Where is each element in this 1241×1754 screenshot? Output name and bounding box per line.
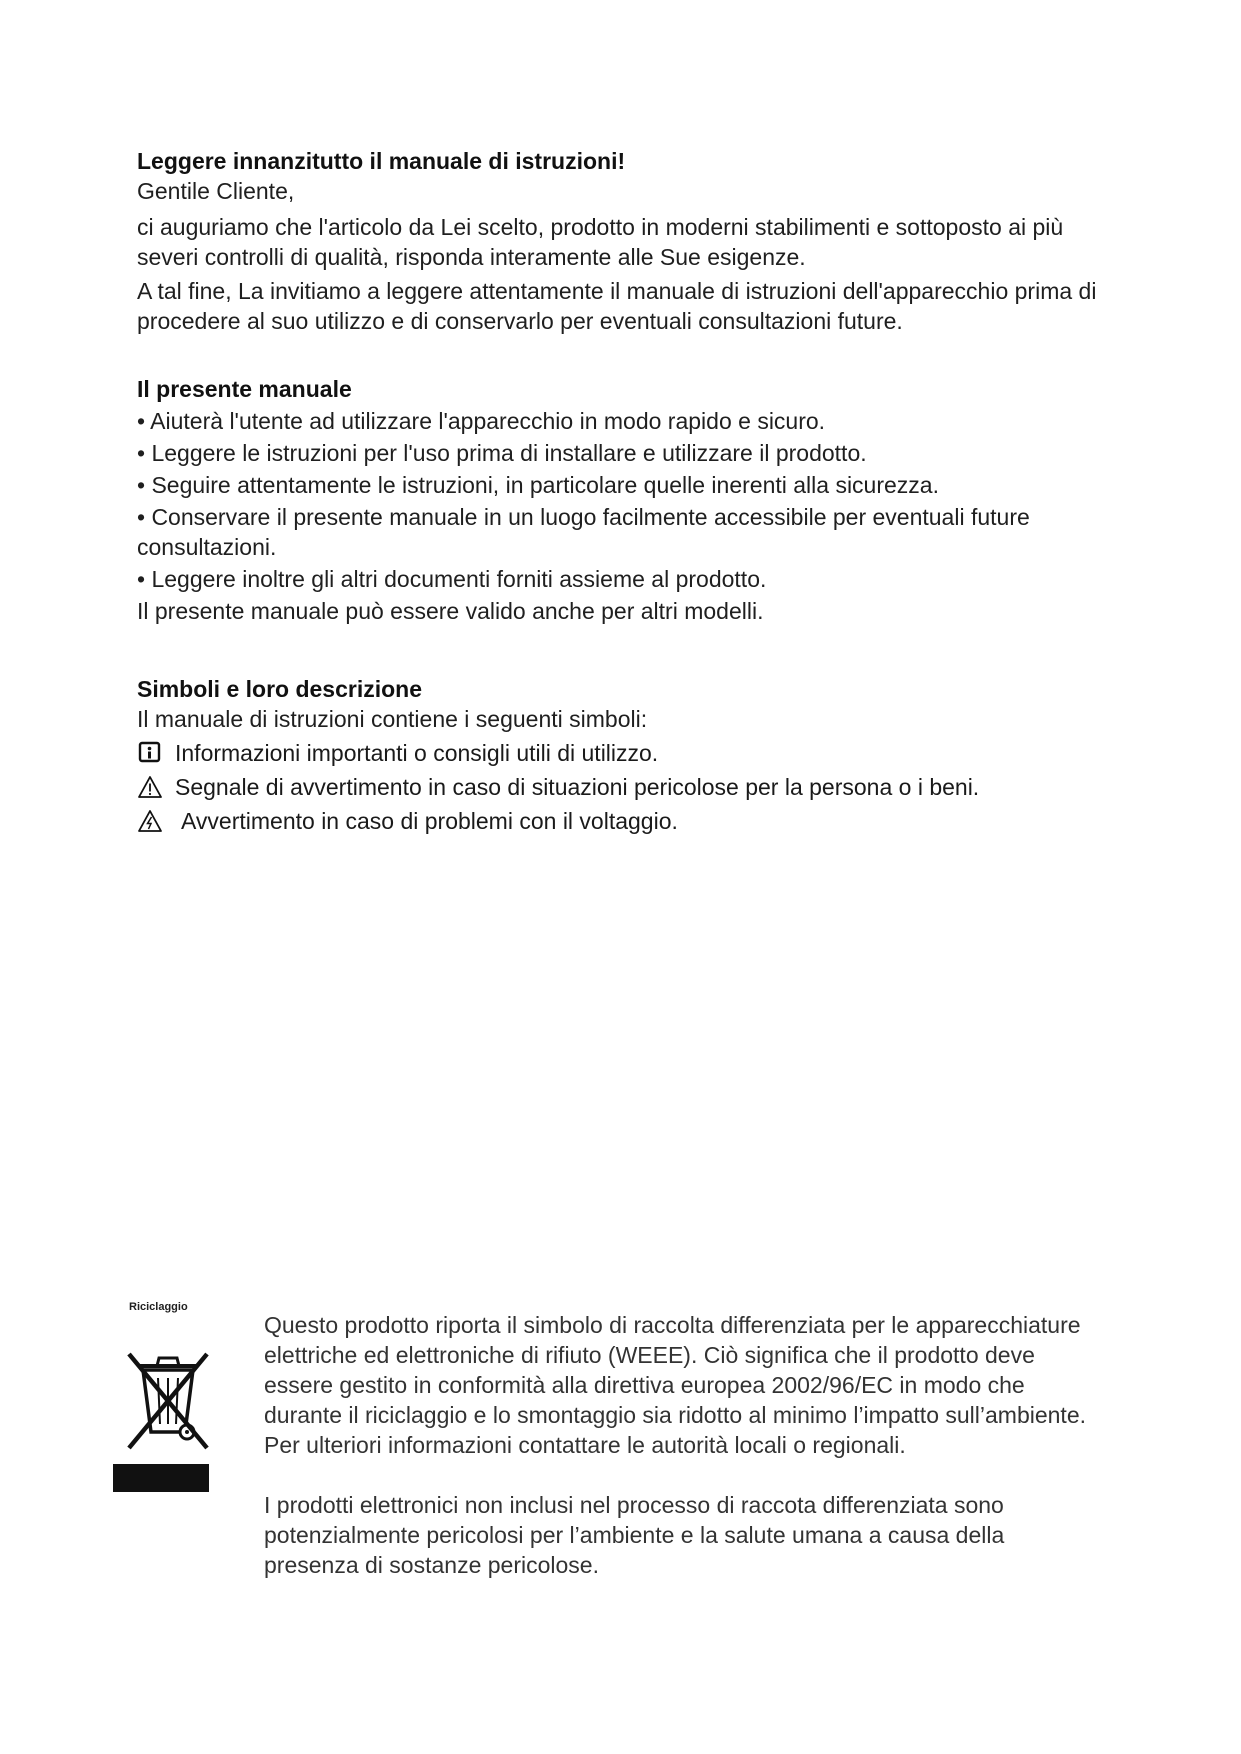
- intro-heading: Leggere innanzitutto il manuale di istruzioni!: [137, 148, 626, 174]
- intro-paragraph-2: A tal fine, La invitiamo a leggere attentamente il manuale di istruzioni dell'apparecchio prima di procedere al suo utilizzo e di conservarlo per eventuali consultazioni future.: [137, 278, 1097, 334]
- crossed-bin-icon: [113, 1336, 223, 1456]
- symbols-section: [137, 674, 1097, 836]
- intro-paragraph-1: ci auguriamo che l'articolo da Lei scelto, prodotto in moderni stabilimenti e sottoposto ai più severi controlli di qualità, risponda interamente alle Sue esigenze.: [137, 214, 1064, 270]
- recycling-paragraph-1: Questo prodotto riporta il simbolo di raccolta differenziata per le apparecchiature elettriche ed elettroniche di rifiuto (WEEE). Ciò significa che il prodotto deve essere gestito in conformità alla direttiva europea 2002/96/EC in modo che durante il riciclaggio e lo smontaggio sia ridotto al minimo l’impatto sull’ambiente. Per ulteriori informazioni contattare le autorità locali o regionali.: [264, 1312, 1087, 1458]
- symbol-text-warning: Segnale di avvertimento in caso di situazioni pericolose per la persona o i beni.: [175, 774, 980, 800]
- recycling-paragraph-2: I prodotti elettronici non inclusi nel processo di raccota differenziata sono potenzialmente pericolosi per l’ambiente e la salute umana a causa della presenza di sostanze pericolose.: [264, 1492, 1005, 1578]
- manual-bullet-3: • Seguire attentamente le istruzioni, in particolare quelle inerenti alla sicurezza.: [137, 472, 939, 498]
- manual-note: Il presente manuale può essere valido anche per altri modelli.: [137, 598, 764, 624]
- recycling-bar: [113, 1464, 209, 1492]
- manual-section: [137, 374, 1097, 626]
- manual-bullet-1: • Aiuterà l'utente ad utilizzare l'apparecchio in modo rapido e sicuro.: [137, 408, 826, 434]
- info-icon: [137, 740, 163, 766]
- symbol-row-voltage: [137, 806, 1097, 836]
- manual-bullet-2: • Leggere le istruzioni per l'uso prima di installare e utilizzare il prodotto.: [137, 440, 867, 466]
- symbol-row-info: [137, 738, 1097, 768]
- recycling-logo: [113, 1300, 223, 1492]
- manual-bullet-5: • Leggere inoltre gli altri documenti forniti assieme al prodotto.: [137, 566, 767, 592]
- recycling-label: Riciclaggio: [129, 1301, 188, 1313]
- symbol-text-voltage: Avvertimento in caso di problemi con il voltaggio.: [181, 808, 678, 834]
- symbols-intro: Il manuale di istruzioni contiene i seguenti simboli:: [137, 706, 648, 732]
- symbol-text-info: Informazioni importanti o consigli utili di utilizzo.: [175, 740, 659, 766]
- greeting: Gentile Cliente,: [137, 178, 295, 204]
- voltage-warning-icon: [137, 808, 163, 834]
- warning-icon: [137, 774, 163, 800]
- manual-bullet-4: • Conservare il presente manuale in un luogo facilmente accessibile per eventuali future consultazioni.: [137, 504, 1030, 560]
- symbol-row-warning: [137, 772, 1097, 802]
- symbols-heading: Simboli e loro descrizione: [137, 676, 423, 702]
- intro-section: [137, 146, 1097, 336]
- recycling-text: [264, 1310, 1094, 1580]
- manual-heading: Il presente manuale: [137, 376, 352, 402]
